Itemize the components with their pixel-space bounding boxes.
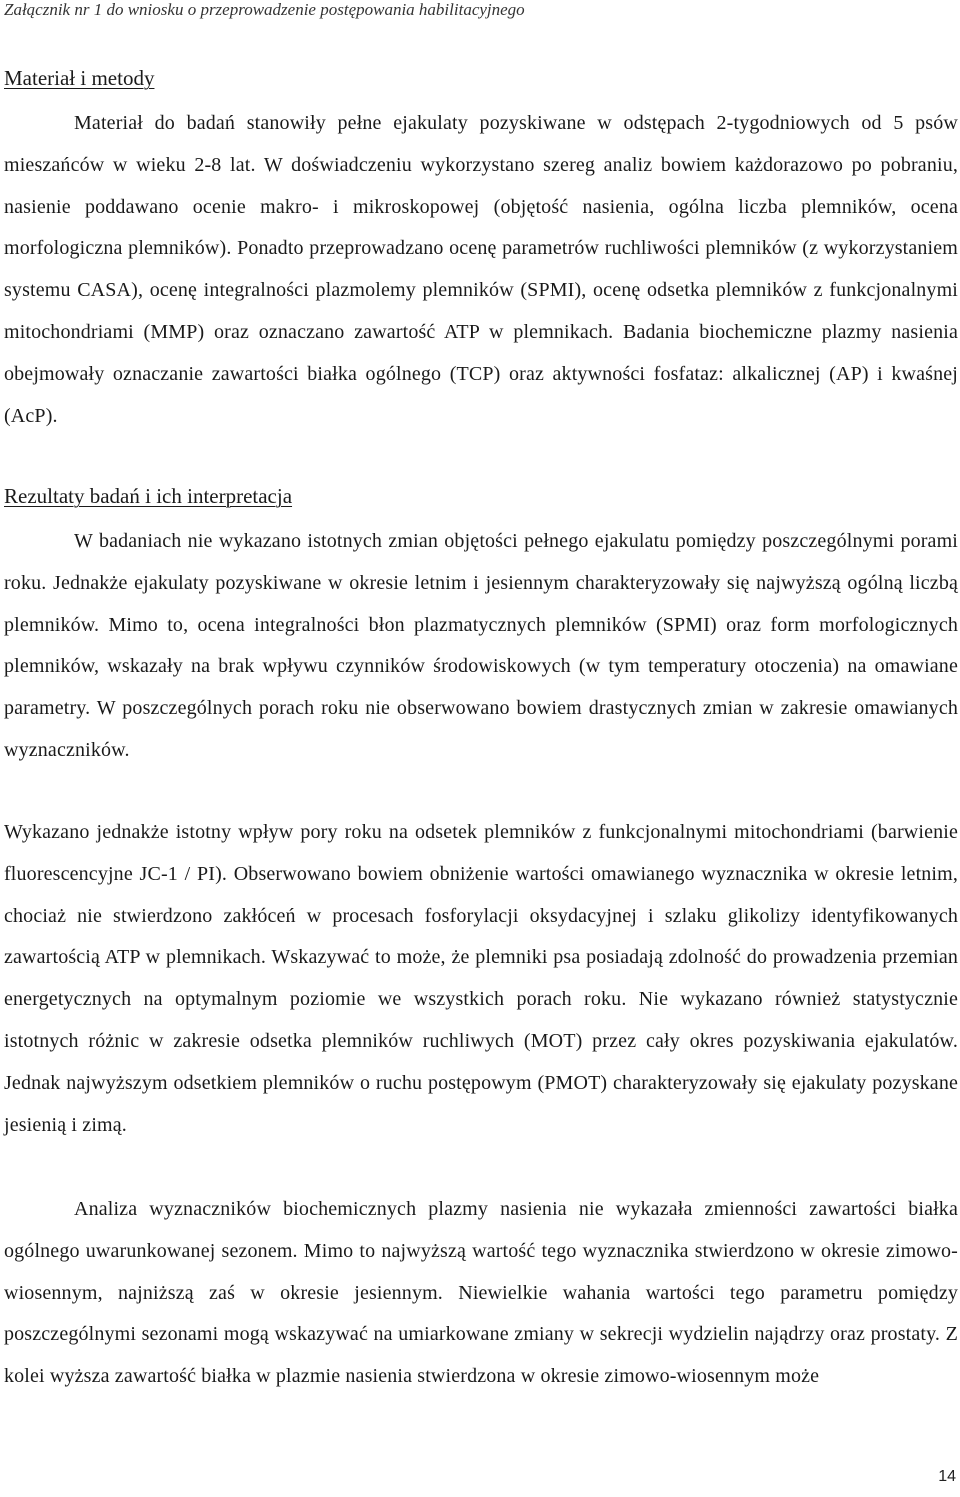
results-paragraph-3: Analiza wyznaczników biochemicznych plazmy nasienia nie wykazała zmienności zawartości białka ogólnego uwarunkowanej sezonem. Mimo to najwyższą wartość tego wyznacznika stwierdzono w okresie zimowo-wiosennym, najniższą zaś w okresie jesiennym. Niewielkie wahania wartości tego parametru pomiędzy poszczególnymi sezonami mogą wskazywać na umiarkowane zmiany w sekrecji wydzielin najądrzy oraz prostaty. Z kolei wyższa zawartość białka w plazmie nasienia stwierdzona w okresie zimowo-wiosennym może bbox=[4, 1198, 958, 1388]
results-paragraph-1: W badaniach nie wykazano istotnych zmian objętości pełnego ejakulatu pomiędzy poszczególnymi porami roku. Jednakże ejakulaty pozyskiwane w okresie letnim i jesiennym charakteryzowały się najwyższą ogólną liczbą plemników. Mimo to, ocena integralności błon plazmatycznych plemników (SPMI) oraz form morfologicznych plemników, wskazały na brak wpływu czynników środowiskowych (w tym temperatury otoczenia) na omawiane parametry. W poszczególnych porach roku nie obserwowano bowiem drastycznych zmian w zakresie omawianych wyznaczników. bbox=[4, 530, 958, 761]
running-header: Załącznik nr 1 do wniosku o przeprowadzenie postępowania habilitacyjnego bbox=[4, 0, 525, 19]
methods-paragraph: Materiał do badań stanowiły pełne ejakulaty pozyskiwane w odstępach 2-tygodniowych od 5 psów mieszańców w wieku 2-8 lat. W doświadczeniu wykorzystano szereg analiz bowiem każdorazowo po pobraniu, nasienie poddawano ocenie makro- i mikroskopowej (objętość nasienia, ogólna liczba plemników, ocena morfologiczna plemników). Ponadto przeprowadzano ocenę parametrów ruchliwości plemników (z wykorzystaniem systemu CASA), ocenę integralności plazmolemy plemników (SPMI), ocenę odsetka plemników z funkcjonalnymi mitochondriami (MMP) oraz oznaczano zawartość ATP w plemnikach. Badania biochemiczne plazmy nasienia obejmowały oznaczanie zawartości białka ogólnego (TCP) oraz aktywności fosfataz: alkalicznej (AP) i kwaśnej (AcP). bbox=[4, 112, 958, 427]
section-heading-methods: Materiał i metody bbox=[4, 66, 155, 90]
results-paragraph-2: Wykazano jednakże istotny wpływ pory roku na odsetek plemników z funkcjonalnymi mitochondriami (barwienie fluorescencyjne JC-1 / PI). Obserwowano bowiem obniżenie wartości omawianego wyznacznika w okresie letnim, chociaż nie stwierdzono zakłóceń w procesach fosforylacji oksydacyjnej i szlaku glikolizy identyfikowanych zawartością ATP w plemnikach. Wskazywać to może, że plemniki psa posiadają zdolność do prowadzenia przemian energetycznych na optymalnym poziomie we wszystkich porach roku. Nie wykazano również statystycznie istotnych różnic w zakresie odsetka plemników ruchliwych (MOT) przez cały okres pozyskiwania ejakulatów. Jednak najwyższym odsetkiem plemników o ruchu postępowym (PMOT) charakteryzowały się ejakulaty pozyskane jesienią i zimą. bbox=[4, 821, 958, 1136]
section-heading-results: Rezultaty badań i ich interpretacja bbox=[4, 484, 293, 508]
page-number: 14 bbox=[938, 1468, 956, 1485]
